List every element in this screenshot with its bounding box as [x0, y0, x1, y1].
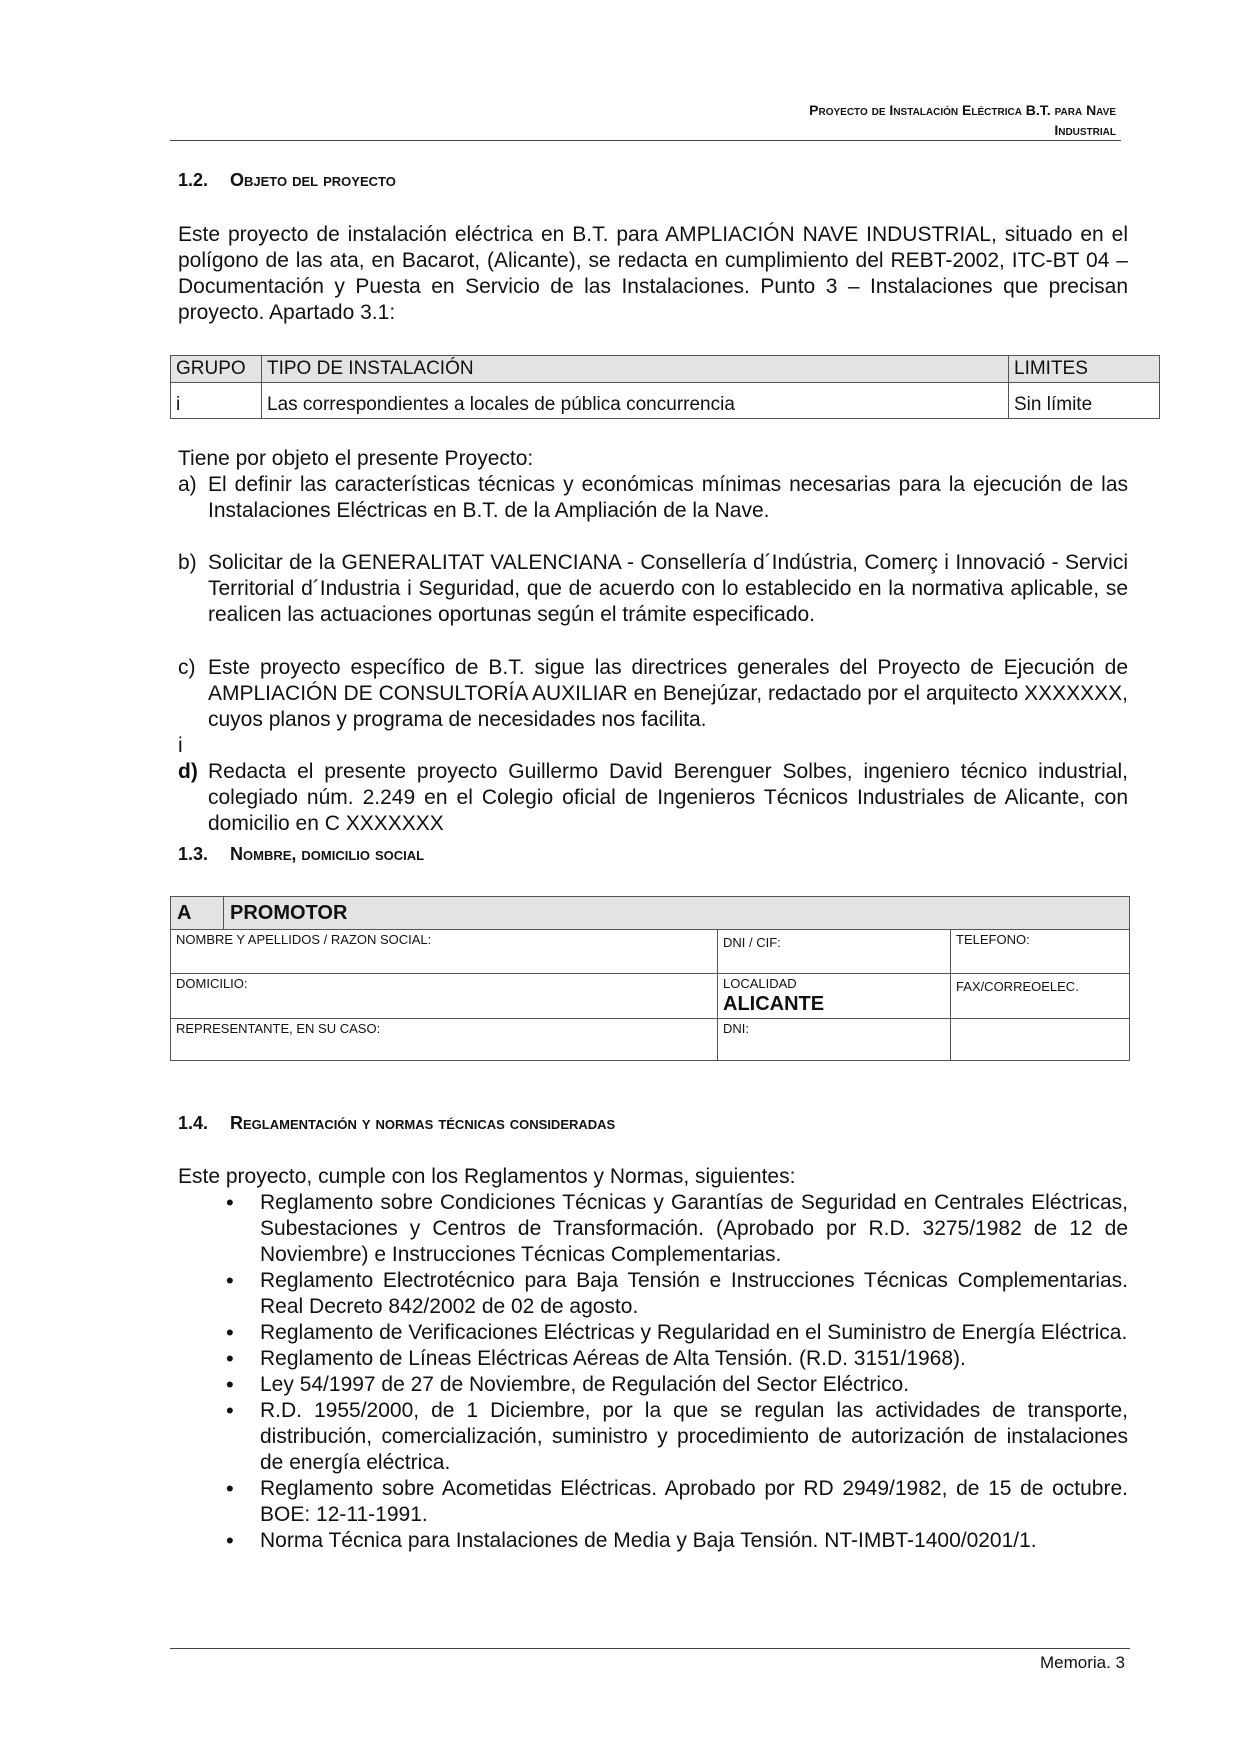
list-item [178, 655, 1128, 733]
list-item [178, 1190, 1128, 1268]
locality-label: LOCALIDAD [723, 976, 797, 991]
list-text: Reglamento sobre Acometidas Eléctricas. Aprobado por RD 2949/1982, de 15 de octubre. BOE: 12-11-1991. [260, 1477, 1128, 1526]
table-row [171, 974, 1130, 1019]
cell-group: i [171, 383, 262, 419]
list-item [178, 550, 1128, 628]
section-number: 1.3. [178, 844, 209, 864]
regulations-list [178, 1190, 1128, 1554]
empty-cell [951, 1019, 1130, 1061]
list-text: Norma Técnica para Instalaciones de Media y Baja Tensión. NT-IMBT-1400/0201/1. [260, 1529, 1037, 1552]
section-1-2-intro [178, 222, 1128, 326]
list-item [178, 472, 1128, 524]
list-item [178, 1398, 1128, 1476]
list-text: Reglamento de Verificaciones Eléctricas y Regularidad en el Suministro de Energía Eléctrica. [260, 1321, 1128, 1344]
dni-label: DNI: [718, 1019, 951, 1061]
bullet-icon: • [226, 1268, 234, 1293]
table-row [171, 930, 1130, 974]
list-text: Ley 54/1997 de 27 de Noviembre, de Regulación del Sector Eléctrico. [260, 1373, 910, 1396]
section-title: Objeto del proyecto [230, 170, 396, 190]
list-label: d) [178, 760, 198, 783]
header-line-2: Industrial [1054, 122, 1116, 138]
section-1-4-heading [178, 1113, 1128, 1134]
page-footer [170, 1648, 1130, 1672]
bullet-icon: • [226, 1190, 234, 1215]
bullet-icon: • [226, 1320, 234, 1345]
locality-value: ALICANTE [723, 993, 825, 1015]
representative-label: REPRESENTANTE, EN SU CASO: [171, 1019, 718, 1061]
regulations-intro: Este proyecto, cumple con los Reglamentos y Normas, siguientes: [178, 1165, 796, 1188]
objective-c-block [178, 655, 1128, 837]
header-cell-group: GRUPO [171, 356, 262, 383]
promoter-letter: A [171, 897, 224, 930]
name-label: NOMBRE Y APELLIDOS / RAZON SOCIAL: [171, 930, 718, 974]
bullet-icon: • [226, 1476, 234, 1501]
cell-type: Las correspondientes a locales de pública concurrencia [262, 383, 1009, 419]
page-header [170, 100, 1121, 141]
objectives-block [178, 446, 1128, 524]
promoter-header-row [171, 897, 1130, 930]
bullet-icon: • [226, 1398, 234, 1423]
list-text: R.D. 1955/2000, de 1 Diciembre, por la que se regulan las actividades de transporte, distribución, comercialización, suministro y procedimiento de autorización de instalaciones de energía eléctrica. [260, 1399, 1128, 1474]
header-title [809, 100, 1116, 140]
objective-b-block [178, 550, 1128, 628]
section-number: 1.4. [178, 1113, 209, 1133]
header-cell-type: TIPO DE INSTALACIÓN [262, 356, 1009, 383]
locality-cell [718, 974, 951, 1019]
intro-paragraph: Este proyecto de instalación eléctrica en B.T. para AMPLIACIÓN NAVE INDUSTRIAL, situado en el polígono de las ata, en Bacarot, (Alicante), se redacta en cumplimiento del REBT-2002, ITC-BT 04 – Documentación y Puesta en Servicio de las Instalaciones. Punto 3 – Instalaciones que precisan proyecto. Apartado 3.1: [178, 223, 1128, 324]
cell-limits: Sin límite [1009, 383, 1160, 419]
section-1-2-heading [178, 170, 1128, 191]
list-label: b) [178, 551, 197, 574]
section-number: 1.2. [178, 170, 209, 190]
address-label: DOMICILIO: [171, 974, 718, 1019]
bullet-icon: • [226, 1346, 234, 1371]
table-row [171, 383, 1160, 419]
header-cell-limits: LIMITES [1009, 356, 1160, 383]
list-text: Reglamento sobre Condiciones Técnicas y Garantías de Seguridad en Centrales Eléctricas, Subestaciones y Centros de Transformación. (Aprobado por R.D. 3275/1982 de 12 de Noviembre) e Instrucciones Técnicas Complementarias. [260, 1191, 1128, 1266]
list-item [178, 1372, 1128, 1398]
table-header-row [171, 356, 1160, 383]
section-title: Reglamentación y normas técnicas consideradas [230, 1113, 616, 1133]
bullet-icon: • [226, 1528, 234, 1553]
list-text: Solicitar de la GENERALITAT VALENCIANA - Consellería d´Indústria, Comerç i Innovació - Servici Territorial d´Industria i Seguridad, que de acuerdo con lo establecido en la normativa aplicable, se realicen las actuaciones oportunas según el trámite especificado. [208, 551, 1128, 626]
section-1-3-heading [178, 844, 1128, 865]
page-number: Memoria. 3 [1039, 1653, 1125, 1672]
list-item [178, 1528, 1128, 1554]
list-item [178, 1476, 1128, 1528]
promoter-table [170, 896, 1130, 1061]
list-item [178, 1268, 1128, 1320]
bullet-icon: • [226, 1372, 234, 1397]
list-label: a) [178, 473, 197, 496]
list-text: Este proyecto específico de B.T. sigue las directrices generales del Proyecto de Ejecución de AMPLIACIÓN DE CONSULTORÍA AUXILIAR en Benejúzar, redactado por el arquitecto XXXXXXX, cuyos planos y programa de necesidades nos facilita. [208, 656, 1128, 731]
installation-type-table [170, 355, 1160, 419]
list-item [178, 1320, 1128, 1346]
list-text: Redacta el presente proyecto Guillermo David Berenguer Solbes, ingeniero técnico industrial, colegiado núm. 2.249 en el Colegio oficial de Ingenieros Técnicos Industriales de Alicante, con domicilio en C XXXXXXX [208, 760, 1128, 835]
dni-cif-label: DNI / CIF: [718, 930, 951, 974]
list-item [178, 759, 1128, 837]
section-title: Nombre, domicilio social [230, 844, 425, 864]
table-row [171, 1019, 1130, 1061]
list-text: El definir las características técnicas y económicas mínimas necesarias para la ejecución de las Instalaciones Eléctricas en B.T. de la Ampliación de la Nave. [208, 473, 1128, 522]
header-line-1: Proyecto de Instalación Eléctrica B.T. para Nave [809, 102, 1116, 118]
list-text: Reglamento Electrotécnico para Baja Tensión e Instrucciones Técnicas Complementarias. Real Decreto 842/2002 de 02 de agosto. [260, 1269, 1128, 1318]
list-item [178, 1346, 1128, 1372]
list-label: c) [178, 656, 196, 679]
phone-label: TELEFONO: [951, 930, 1130, 974]
stray-text: i [178, 734, 183, 757]
list-text: Reglamento de Líneas Eléctricas Aéreas de Alta Tensión. (R.D. 3151/1968). [260, 1347, 966, 1370]
objective-intro: Tiene por objeto el presente Proyecto: [178, 447, 534, 470]
regulations-block [178, 1164, 1128, 1554]
promoter-title: PROMOTOR [224, 897, 1130, 930]
fax-label: FAX/CORREOELEC. [951, 974, 1130, 1019]
